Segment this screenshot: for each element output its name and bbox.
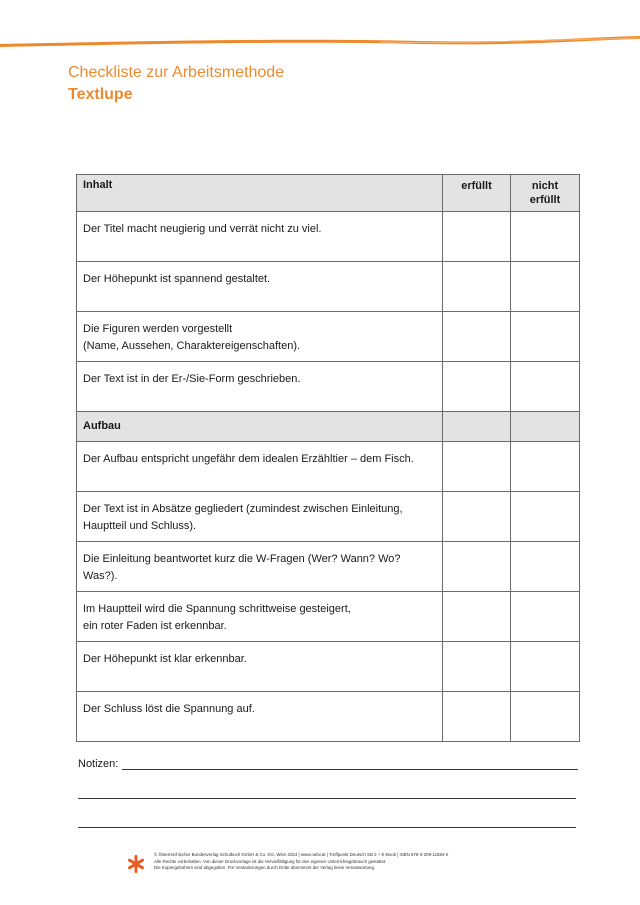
fulfilled-checkbox-cell[interactable] bbox=[443, 642, 511, 692]
criterion-text: Der Aufbau entspricht ungefähr dem idealen Erzähltier – dem Fisch. bbox=[83, 453, 414, 465]
fulfilled-checkbox-cell[interactable] bbox=[443, 212, 511, 262]
checklist-row bbox=[77, 212, 580, 262]
not-fulfilled-checkbox-cell[interactable] bbox=[511, 312, 580, 362]
column-header-not-fulfilled: nicht erfüllt bbox=[511, 175, 580, 212]
criterion-text: Der Titel macht neugierig und verrät nicht zu viel. bbox=[83, 223, 322, 235]
not-fulfilled-checkbox-cell[interactable] bbox=[511, 262, 580, 312]
notes-line[interactable] bbox=[122, 769, 578, 770]
criterion-cell bbox=[77, 592, 443, 642]
not-fulfilled-checkbox-cell[interactable] bbox=[511, 442, 580, 492]
checklist-row bbox=[77, 362, 580, 412]
checklist-table bbox=[76, 174, 580, 742]
section-header-row bbox=[77, 412, 580, 442]
not-fulfilled-checkbox-cell[interactable] bbox=[511, 592, 580, 642]
criterion-text: Die Figuren werden vorgestellt (Name, Aussehen, Charaktereigenschaften). bbox=[83, 323, 301, 352]
section-empty-cell bbox=[511, 412, 580, 442]
criterion-cell bbox=[77, 312, 443, 362]
criterion-cell bbox=[77, 542, 443, 592]
page-subtitle: Textlupe bbox=[68, 86, 133, 103]
notes-line[interactable] bbox=[78, 798, 576, 799]
checklist-row bbox=[77, 692, 580, 742]
header-decoration bbox=[0, 0, 640, 60]
fulfilled-checkbox-cell[interactable] bbox=[443, 262, 511, 312]
checklist-row bbox=[77, 592, 580, 642]
footer-line: Alle Rechte vorbehalten. Von dieser Druckvorlage ist die Vervielfältigung für den eigenen Unterrichtsgebrauch gestattet. bbox=[154, 858, 387, 864]
checklist-row bbox=[77, 312, 580, 362]
not-fulfilled-checkbox-cell[interactable] bbox=[511, 492, 580, 542]
notes-line[interactable] bbox=[78, 827, 576, 828]
footer-legal-text bbox=[154, 852, 448, 872]
criterion-cell bbox=[77, 262, 443, 312]
not-fulfilled-checkbox-cell[interactable] bbox=[511, 692, 580, 742]
criterion-cell bbox=[77, 442, 443, 492]
not-fulfilled-checkbox-cell[interactable] bbox=[511, 642, 580, 692]
footer-line: Die Kopiergebühren sind abgegolten. Für Veränderungen durch Dritte übernimmt der Verlag keine Verantwortung. bbox=[154, 865, 376, 870]
title-block bbox=[68, 63, 284, 105]
not-fulfilled-checkbox-cell[interactable] bbox=[511, 212, 580, 262]
footer-line: © Österreichischer Bundesverlag Schulbuch GmbH & Co. KG, Wien 2024 | www.oebv.at | Treffpunkt Deutsch SB 2 + E-Book | ISBN 978-3-209-11684-0 bbox=[154, 852, 449, 857]
criterion-text: Der Höhepunkt ist spannend gestaltet. bbox=[83, 273, 271, 285]
criterion-cell bbox=[77, 212, 443, 262]
fulfilled-checkbox-cell[interactable] bbox=[443, 492, 511, 542]
checklist-row bbox=[77, 542, 580, 592]
fulfilled-checkbox-cell[interactable] bbox=[443, 592, 511, 642]
column-header-fulfilled: erfüllt bbox=[443, 175, 511, 212]
criterion-text: Die Einleitung beantwortet kurz die W-Fragen (Wer? Wann? Wo? Was?). bbox=[83, 553, 401, 582]
criterion-text: Der Schluss löst die Spannung auf. bbox=[83, 703, 255, 715]
fulfilled-checkbox-cell[interactable] bbox=[443, 362, 511, 412]
column-header-criterion: Inhalt bbox=[77, 175, 443, 212]
criterion-cell bbox=[77, 642, 443, 692]
not-fulfilled-checkbox-cell[interactable] bbox=[511, 362, 580, 412]
fulfilled-checkbox-cell[interactable] bbox=[443, 542, 511, 592]
checklist-row bbox=[77, 262, 580, 312]
criterion-cell bbox=[77, 492, 443, 542]
section-empty-cell bbox=[443, 412, 511, 442]
section-heading-aufbau: Aufbau bbox=[77, 412, 443, 442]
checklist-row bbox=[77, 642, 580, 692]
criterion-text: Der Text ist in der Er-/Sie-Form geschrieben. bbox=[83, 373, 301, 385]
criterion-cell bbox=[77, 692, 443, 742]
criterion-text: Der Text ist in Absätze gegliedert (zumindest zwischen Einleitung, Hauptteil und Schluss). bbox=[83, 503, 403, 532]
checklist-row bbox=[77, 492, 580, 542]
table-header-row bbox=[77, 175, 580, 212]
criterion-text: Im Hauptteil wird die Spannung schrittweise gesteigert, ein roter Faden ist erkennbar. bbox=[83, 603, 351, 632]
page-title: Checkliste zur Arbeitsmethode bbox=[68, 64, 285, 81]
checklist-row bbox=[77, 442, 580, 492]
criterion-cell bbox=[77, 362, 443, 412]
not-fulfilled-checkbox-cell[interactable] bbox=[511, 542, 580, 592]
criterion-text: Der Höhepunkt ist klar erkennbar. bbox=[83, 653, 247, 665]
fulfilled-checkbox-cell[interactable] bbox=[443, 442, 511, 492]
notes-label: Notizen: bbox=[78, 758, 119, 770]
fulfilled-checkbox-cell[interactable] bbox=[443, 692, 511, 742]
fulfilled-checkbox-cell[interactable] bbox=[443, 312, 511, 362]
publisher-star-icon bbox=[128, 855, 144, 873]
